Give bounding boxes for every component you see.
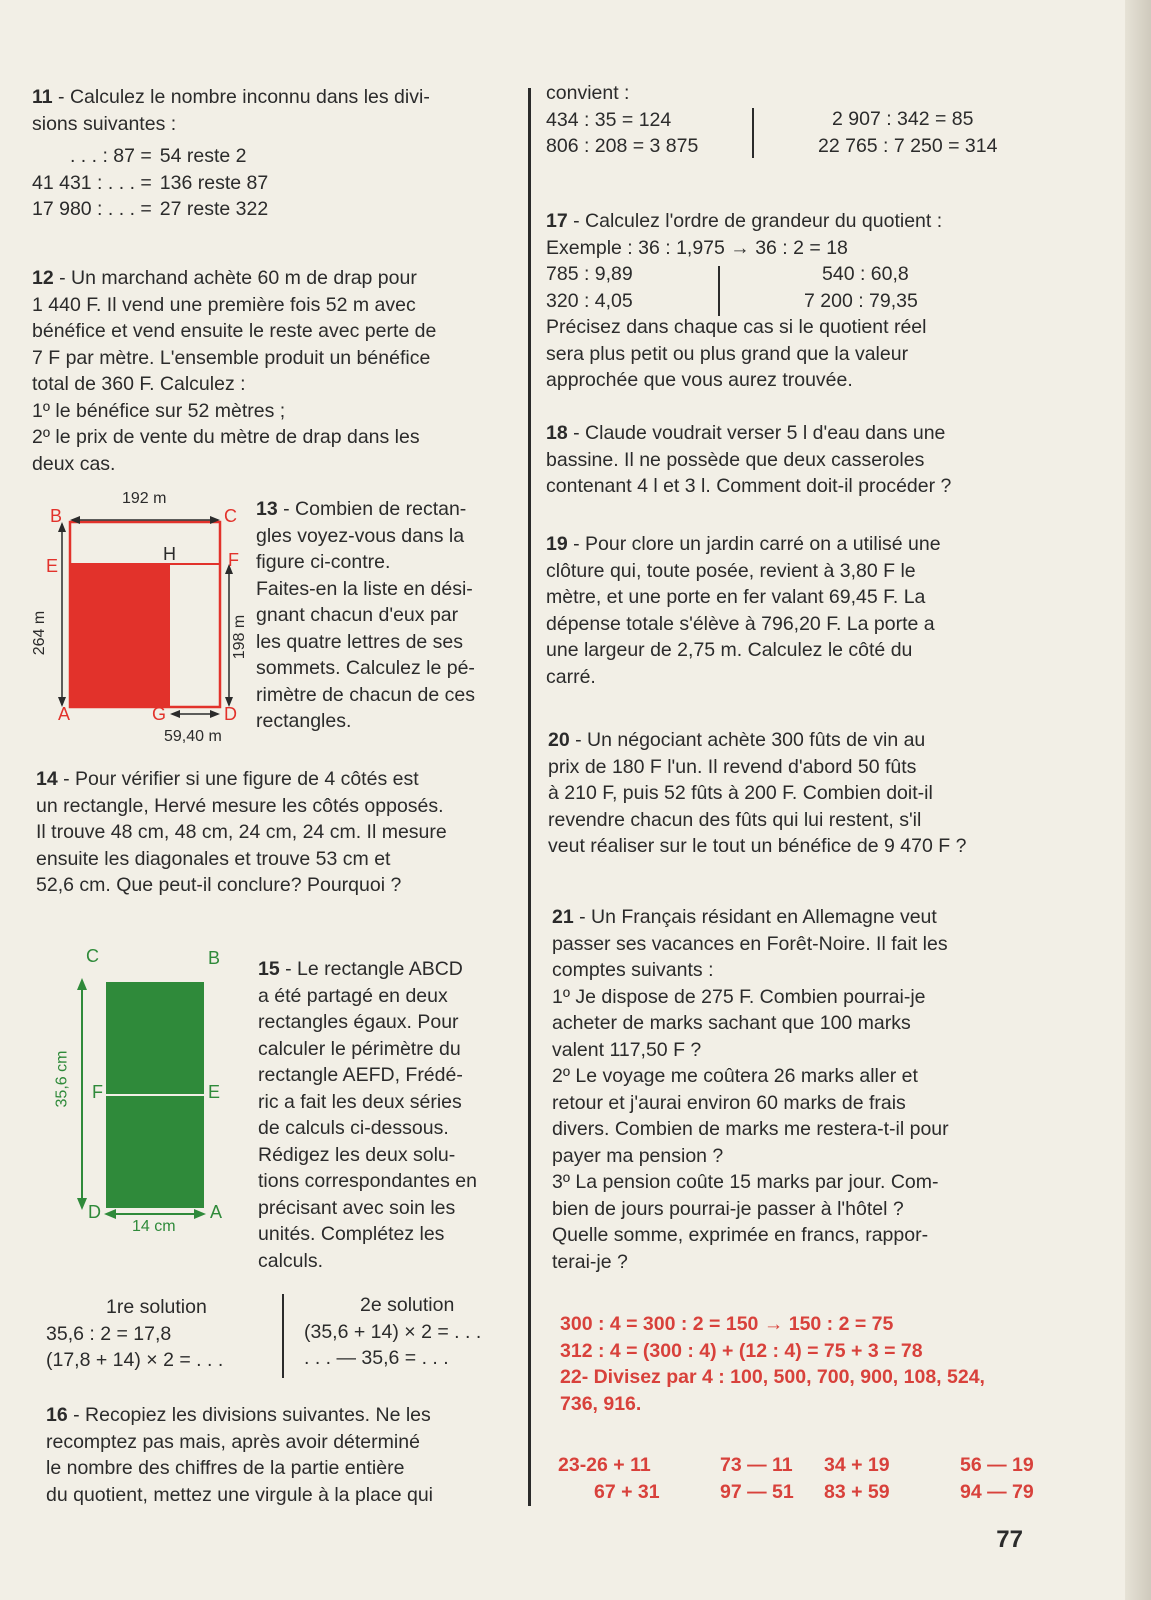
- solution-title: 2e solution: [360, 1294, 455, 1316]
- division-line: 434 : 35 = 124: [546, 108, 672, 131]
- exercise-line: prix de 180 F l'un. Il revend d'abord 50 fûts: [548, 755, 917, 778]
- figure-label-g: G: [152, 704, 167, 724]
- exercise-line: gnant chacun d'eux par: [256, 604, 459, 626]
- exercise-line: précisant avec soin les: [258, 1196, 456, 1219]
- exercise-number: 12: [32, 267, 54, 289]
- exercise-line: deux cas.: [32, 452, 116, 475]
- operations-row: [558, 1479, 1034, 1506]
- exercise-line: comptes suivants :: [552, 959, 714, 981]
- figure-dimension: 198 m: [231, 614, 249, 660]
- solution-line: (17,8 + 14) × 2 = . . .: [46, 1349, 224, 1371]
- exercise-line: les quatre lettres de ses: [256, 630, 464, 653]
- exercise-line: un rectangle, Hervé mesure les côtés opposés.: [36, 794, 444, 817]
- exercise-line: recomptez pas mais, après avoir déterminé: [46, 1430, 420, 1453]
- exercise-20: [548, 727, 1038, 860]
- exercise-line: veut réaliser sur le tout un bénéfice de 9 470 F ?: [548, 835, 967, 857]
- example-line: 300 : 4 = 300 : 2 = 150 → 150 : 2 = 75: [560, 1313, 894, 1335]
- figure-label-h: H: [163, 544, 176, 564]
- exercise-line: - Recopiez les divisions suivantes. Ne les: [73, 1404, 431, 1426]
- exercise-line: à 210 F, puis 52 fûts à 200 F. Combien doit-il: [548, 782, 933, 804]
- exercise-line: 22- Divisez par 4 : 100, 500, 700, 900, 108, 524,: [560, 1366, 985, 1388]
- figure-dimension: 14 cm: [132, 1218, 176, 1235]
- exercise-line: - Un négociant achète 300 fûts de vin au: [575, 729, 926, 751]
- operation: 94 — 79: [960, 1480, 1034, 1503]
- division-line: 785 : 9,89: [546, 263, 633, 285]
- exercise-16: [46, 1402, 526, 1508]
- exercise-number: 11: [32, 86, 53, 108]
- example-line: Exemple : 36 : 1,975 → 36 : 2 = 18: [546, 236, 848, 259]
- exercise-line: Précisez dans chaque cas si le quotient réel: [546, 316, 927, 338]
- page-number: 77: [996, 1526, 1023, 1553]
- operations-table: [558, 1452, 1034, 1505]
- operations-row: [558, 1452, 1034, 1479]
- exercise-number: 16: [46, 1404, 68, 1426]
- exercise-number: 14: [36, 768, 58, 790]
- exercise-number: 20: [548, 729, 570, 751]
- solution-line: . . . — 35,6 = . . .: [304, 1347, 449, 1369]
- exercise-13: [256, 496, 514, 735]
- exercise-line: Rédigez les deux solu-: [258, 1143, 456, 1166]
- operation: 34 + 19: [824, 1454, 890, 1476]
- figure-dimension: 192 m: [122, 490, 167, 507]
- exercise-line: rimètre de chacun de ces: [256, 683, 475, 706]
- figure-rectangles-13: [31, 490, 254, 756]
- exercise-line: bassine. Il ne possède que deux casseroles: [546, 448, 925, 471]
- exercise-line: de calculs ci-dessous.: [258, 1117, 449, 1139]
- exercise-line: 2º le prix de vente du mètre de drap dans les: [32, 426, 420, 448]
- exercise-line: - Pour clore un jardin carré on a utilisé une: [573, 533, 941, 555]
- exercise-11: [32, 84, 512, 223]
- exercise-line: calculer le périmètre du: [258, 1037, 461, 1060]
- exercise-line: gles voyez-vous dans la: [256, 524, 465, 547]
- exercise-line: divers. Combien de marks me restera-t-il pour: [552, 1118, 949, 1140]
- exercise-line: - Pour vérifier si une figure de 4 côtés est: [63, 768, 419, 790]
- exercise-line: 1 440 F. Il vend une première fois 52 m avec: [32, 293, 416, 316]
- exercise-number: 18: [546, 422, 568, 444]
- exercise-line: - Combien de rectan-: [283, 498, 467, 520]
- figure-label-c: C: [86, 946, 99, 966]
- division-line: 806 : 208 = 3 875: [546, 135, 699, 157]
- exercise-line: le nombre des chiffres de la partie entière: [46, 1457, 405, 1479]
- exercise-line: rectangles égaux. Pour: [258, 1011, 459, 1033]
- solution-line: (35,6 + 14) × 2 = . . .: [304, 1320, 482, 1343]
- division-right: 54 reste 2: [159, 145, 247, 167]
- figure-label-f: F: [92, 1082, 103, 1102]
- exercise-line: tions correspondantes en: [258, 1170, 477, 1192]
- figure-label-e: E: [46, 556, 59, 576]
- operation: 67 + 31: [594, 1480, 660, 1503]
- exercise-text: - Calculez l'ordre de grandeur du quotient :: [573, 210, 943, 232]
- division-left: . . . : 87 =: [69, 145, 152, 167]
- exercise-line: revendre chacun des fûts qui lui restent, s'il: [548, 808, 922, 831]
- figure-label-c: C: [224, 506, 237, 526]
- division-left: 17 980 : . . . =: [32, 198, 152, 220]
- figure-label-b: B: [208, 948, 221, 968]
- exercise-14: [36, 766, 512, 899]
- exercise-line: une largeur de 2,75 m. Calculez le côté du: [546, 639, 913, 661]
- exercise-line: retour et j'aurai environ 60 marks de frais: [552, 1091, 906, 1114]
- figure-rectangle-15: [53, 946, 236, 1240]
- figure-label-b: B: [50, 506, 63, 526]
- figure-label-d: D: [88, 1202, 101, 1222]
- exercise-line: a été partagé en deux: [258, 984, 448, 1007]
- division-list: [32, 143, 268, 223]
- exercise-line: ric a fait les deux séries: [258, 1090, 462, 1113]
- exercise-line: clôture qui, toute posée, revient à 3,80 F le: [546, 559, 916, 582]
- exercise-line: bien de jours pourrai-je passer à l'hôtel ?: [552, 1197, 904, 1220]
- operation: 97 — 51: [720, 1480, 794, 1503]
- exercise-21: [552, 904, 1042, 1275]
- exercise-text: - Calculez le nombre inconnu dans les divi-: [58, 86, 430, 108]
- exercise-line: passer ses vacances en Forêt-Noire. Il fait les: [552, 932, 948, 955]
- exercise-line: 3º La pension coûte 15 marks par jour. Com-: [552, 1171, 939, 1193]
- division-left: 41 431 : . . . =: [32, 171, 152, 194]
- operation: 56 — 19: [960, 1454, 1034, 1476]
- exercise-18: [546, 420, 1036, 500]
- exercise-line: - Le rectangle ABCD: [285, 958, 463, 980]
- exercise-line: 52,6 cm. Que peut-il conclure? Pourquoi ?: [36, 874, 402, 896]
- operation: 73 — 11: [720, 1454, 793, 1476]
- division-line: 540 : 60,8: [822, 263, 909, 285]
- exercise-line: valent 117,50 F ?: [552, 1038, 702, 1061]
- exercise-line: ensuite les diagonales et trouve 53 cm et: [36, 847, 391, 870]
- exercise-line: approchée que vous aurez trouvée.: [546, 369, 853, 391]
- exercise-12: [32, 265, 510, 477]
- exercise-line: 7 F par mètre. L'ensemble produit un bénéfice: [32, 346, 431, 369]
- figure-dimension: 264 m: [31, 610, 49, 656]
- exercise-line: carré.: [546, 665, 596, 688]
- figure-label-e: E: [208, 1082, 221, 1102]
- division-right: 136 reste 87: [159, 171, 269, 194]
- division-row: [32, 143, 268, 170]
- exercise-line: dépense totale s'élève à 796,20 F. La porte a: [546, 612, 935, 635]
- division-line: 22 765 : 7 250 = 314: [818, 134, 998, 157]
- exercise-19: [546, 531, 1036, 690]
- exercise-line: Faites-en la liste en dési-: [256, 577, 473, 600]
- exercise-line: payer ma pension ?: [552, 1144, 724, 1167]
- division-right: 27 reste 322: [159, 198, 269, 220]
- figure-label-a: A: [58, 704, 71, 724]
- exercise-number: 13: [256, 498, 278, 520]
- exercise-16-right: [818, 106, 1038, 159]
- exercise-line: convient :: [546, 82, 630, 104]
- exercise-line: figure ci-contre.: [256, 551, 391, 573]
- figure-dimension: 59,40 m: [164, 728, 222, 745]
- solution-line: 35,6 : 2 = 17,8: [46, 1322, 172, 1345]
- exercise-line: Quelle somme, exprimée en francs, rappor-: [552, 1224, 929, 1246]
- figure-label-f: F: [228, 550, 239, 570]
- exercise-23: [558, 1452, 1048, 1505]
- solution-1: [46, 1294, 276, 1374]
- exercise-15: [258, 956, 514, 1274]
- exercise-line: unités. Complétez les: [258, 1223, 445, 1245]
- exercise-number: 17: [546, 210, 568, 232]
- division-row: [32, 170, 268, 197]
- division-line: 2 907 : 342 = 85: [832, 108, 974, 130]
- exercise-line: rectangles.: [256, 710, 352, 732]
- exercise-line: 2º Le voyage me coûtera 26 marks aller et: [552, 1065, 918, 1087]
- exercise-line: total de 360 F. Calculez :: [32, 373, 246, 395]
- page-edge: [1125, 0, 1151, 1600]
- example-line: 312 : 4 = (300 : 4) + (12 : 4) = 75 + 3 = 78: [560, 1339, 923, 1362]
- exercise-line: 1º le bénéfice sur 52 mètres ;: [32, 399, 286, 422]
- division-line: 7 200 : 79,35: [804, 289, 918, 312]
- exercise-line: mètre, et une porte en fer valant 69,45 F. La: [546, 586, 926, 608]
- exercise-number: 15: [258, 958, 280, 980]
- exercise-number: 19: [546, 533, 568, 555]
- division-row: [32, 196, 268, 223]
- operation: 23-26 + 11: [558, 1454, 651, 1476]
- figure-dimension: 35,6 cm: [53, 1050, 71, 1108]
- solution-divider: [282, 1294, 284, 1378]
- division-line: 320 : 4,05: [546, 289, 633, 312]
- exercise-line: - Un marchand achète 60 m de drap pour: [59, 267, 417, 289]
- exercise-line: - Claude voudrait verser 5 l d'eau dans une: [573, 422, 946, 444]
- exercise-line: terai-je ?: [552, 1250, 628, 1273]
- exercise-line: 736, 916.: [560, 1392, 642, 1415]
- solution-title: 1re solution: [106, 1296, 207, 1318]
- divisions-divider: [752, 108, 754, 158]
- column-divider: [528, 88, 531, 1506]
- divisions-divider: [718, 266, 720, 316]
- exercise-number: 21: [552, 906, 574, 928]
- exercise-line: - Un Français résidant en Allemagne veut: [579, 906, 937, 928]
- exercise-22: [560, 1311, 1050, 1417]
- exercise-line: 1º Je dispose de 275 F. Combien pourrai-je: [552, 985, 926, 1008]
- exercise-line: contenant 4 l et 3 l. Comment doit-il procéder ?: [546, 475, 952, 497]
- exercise-line: acheter de marks sachant que 100 marks: [552, 1012, 911, 1034]
- exercise-line: Il trouve 48 cm, 48 cm, 24 cm, 24 cm. Il mesure: [36, 821, 447, 843]
- exercise-line: rectangle AEFD, Frédé-: [258, 1064, 463, 1086]
- exercise-line: calculs.: [258, 1249, 324, 1272]
- exercise-text: sions suivantes :: [32, 112, 177, 135]
- solution-2: [304, 1292, 524, 1372]
- operation: 83 + 59: [824, 1480, 890, 1503]
- figure-label-a: A: [210, 1202, 223, 1222]
- exercise-line: du quotient, mettez une virgule à la place qui: [46, 1483, 434, 1506]
- exercise-line: sera plus petit ou plus grand que la valeur: [546, 342, 909, 365]
- figure-label-d: D: [224, 704, 237, 724]
- exercise-line: sommets. Calculez le pé-: [256, 657, 475, 679]
- exercise-line: bénéfice et vend ensuite le reste avec perte de: [32, 320, 437, 342]
- exercise-17-right: [804, 261, 1034, 314]
